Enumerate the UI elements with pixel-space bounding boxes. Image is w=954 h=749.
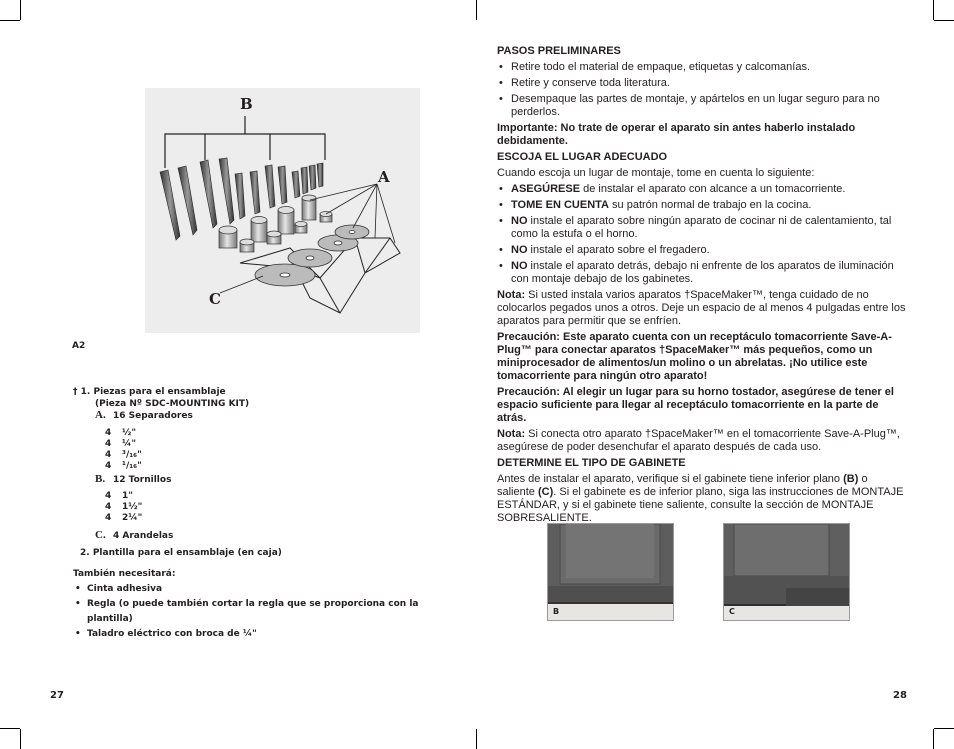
size: ½" (122, 428, 137, 438)
parts-item-1 (73, 386, 249, 410)
text: instale el aparato sobre ningún aparato de cocinar ni de calentamiento, tal como la estufa o el horno. (511, 215, 892, 240)
screw-qty-list (105, 491, 111, 524)
figure-label-a: A (378, 168, 390, 186)
parts-item-2: 2. Plantilla para el ensamblaje (en caja) (80, 548, 282, 558)
letter-b: B. (95, 473, 106, 485)
crop-mark (0, 20, 20, 21)
crop-mark (933, 729, 934, 749)
crop-mark (20, 729, 21, 749)
list-item: • Regla (o puede también cortar la regla que se proporciona con la plantilla) (73, 597, 453, 627)
list-item: • Taladro eléctrico con broca de ¼" (73, 627, 453, 642)
text: instale el aparato detrás, debajo ni enfrente de los aparatos de iluminación con montaje debajo de los gabinetes. (511, 260, 894, 285)
figure-label-b: B (240, 95, 253, 113)
text: Si conecta otro aparato †SpaceMaker™ en el tomacorriente Save-A-Plug™, asegúrese de poder desenchufar el aparato después de cada uso. (497, 428, 900, 453)
figure-caption: A2 (72, 341, 86, 351)
crop-mark (20, 0, 21, 20)
caution-2: Precaución: Al elegir un lugar para su horno tostador, asegúrese de tener el espacio suficiente para llegar al receptáculo tomacorriente en la parte de atrás. (497, 386, 894, 424)
spacers-label: 16 Separadores (113, 411, 193, 421)
mounting-kit-illustration (145, 88, 420, 333)
cabinet-photo-flat (547, 523, 674, 621)
intro-text: Cuando escoja un lugar de montaje, tome en cuenta lo siguiente: (497, 167, 815, 179)
qty: 4 (105, 491, 112, 501)
letter-c: C. (95, 529, 106, 541)
heading-choose-location: ESCOJA EL LUGAR ADECUADO (497, 151, 668, 163)
size: 1½" (122, 502, 143, 512)
page-number-left: 27 (50, 690, 64, 701)
text: instale el aparato sobre el fregadero. (527, 244, 710, 256)
emph: NO (511, 244, 528, 256)
crop-mark (476, 729, 477, 749)
qty: 4 (105, 439, 112, 449)
size: ³/₁₆" (122, 450, 142, 460)
crop-mark (0, 728, 20, 729)
right-page-text (497, 45, 907, 525)
size: 1" (122, 491, 133, 501)
note-2 (497, 428, 907, 454)
list-item: • Desempaque las partes de montaje, y apártelos en un lugar seguro para no perderlos. (497, 93, 907, 119)
important-note: Importante: No trate de operar el aparato sin antes haberlo instalado debidamente. (497, 122, 856, 147)
also-need-list (73, 582, 453, 642)
text: Antes de instalar el aparato, verifique si el gabinete tiene inferior plano (497, 473, 844, 485)
caution-1: Precaución: Este aparato cuenta con un receptáculo tomacorriente Save-A-Plug™ para conectar aparatos †SpaceMaker™ más pequeños, como un miniprocesador de alimentos/un molino o un abrelatas. ¡No utilice este tomacorriente para ningún otro aparato! (497, 331, 892, 382)
emph: NO (511, 215, 528, 227)
crop-mark (934, 728, 954, 729)
item-subtitle: (Pieza Nº SDC-MOUNTING KIT) (95, 399, 250, 409)
also-need-heading: También necesitará: (73, 569, 176, 579)
item-title: Piezas para el ensamblaje (93, 387, 226, 397)
screws-label: 12 Tornillos (113, 475, 172, 485)
cabinet-paragraph (497, 473, 907, 525)
photo-label-b: B (553, 607, 560, 616)
qty: 4 (105, 513, 112, 523)
qty: 4 (105, 450, 112, 460)
heading-preliminary-steps: PASOS PRELIMINARES (497, 45, 621, 57)
figure-label-c: C (209, 290, 221, 308)
text: . Si el gabinete es de inferior plano, siga las instrucciones de MONTAJE ESTÁNDAR, y si el gabinete tiene saliente, consulte la sección de MONTAJE SOBRESALIENTE. (497, 486, 904, 524)
crop-mark (476, 0, 477, 20)
list-item (497, 183, 907, 196)
size: ¹/₁₆" (122, 461, 142, 471)
cabinet-photo-lip (723, 523, 850, 621)
photo-label-c: C (729, 607, 735, 616)
screw-size-list (122, 491, 142, 524)
heading-cabinet-type: DETERMINE EL TIPO DE GABINETE (497, 457, 686, 469)
list-item (497, 215, 907, 241)
item-number: † 1. (73, 387, 91, 397)
spacer-size-list (122, 428, 142, 472)
cabinet-lip-image (724, 524, 849, 620)
page-number-right: 28 (893, 690, 907, 701)
note-1 (497, 289, 907, 328)
crop-mark (934, 20, 954, 21)
list-item: • Retire y conserve toda literatura. (497, 77, 907, 90)
qty: 4 (105, 428, 112, 438)
emph: (C) (537, 486, 554, 498)
text: de instalar el aparato con alcance a un tomacorriente. (580, 183, 846, 195)
emph: TOME EN CUENTA (511, 199, 609, 211)
washers-label: 4 Arandelas (113, 531, 174, 541)
size: 2¼" (122, 513, 143, 523)
spacer-qty-list (105, 428, 111, 472)
cabinet-flat-image (548, 524, 673, 620)
size: ¼" (122, 439, 137, 449)
emph: ASEGÚRESE (511, 183, 581, 195)
list-item (497, 260, 907, 286)
text: Si usted instala varios aparatos †SpaceMaker™, tenga cuidado de no colocarlos pegados unos a otros. Deje un espacio de al menos 4 pulgadas entre los aparatos para permitir que se enfríen. (497, 289, 906, 327)
text: su patrón normal de trabajo en la cocina. (609, 199, 812, 211)
list-item: • Retire todo el material de empaque, etiquetas y calcomanías. (497, 61, 907, 74)
text: o saliente (497, 473, 868, 498)
list-item (497, 244, 907, 257)
emph: Nota: (497, 428, 526, 440)
emph: Nota: (497, 289, 526, 301)
qty: 4 (105, 502, 112, 512)
list-item (497, 199, 907, 212)
crop-mark (933, 0, 934, 20)
letter-a: A. (95, 409, 106, 421)
emph: NO (511, 260, 528, 272)
list-item: • Cinta adhesiva (73, 582, 453, 597)
qty: 4 (105, 461, 112, 471)
emph: (B) (843, 473, 859, 485)
